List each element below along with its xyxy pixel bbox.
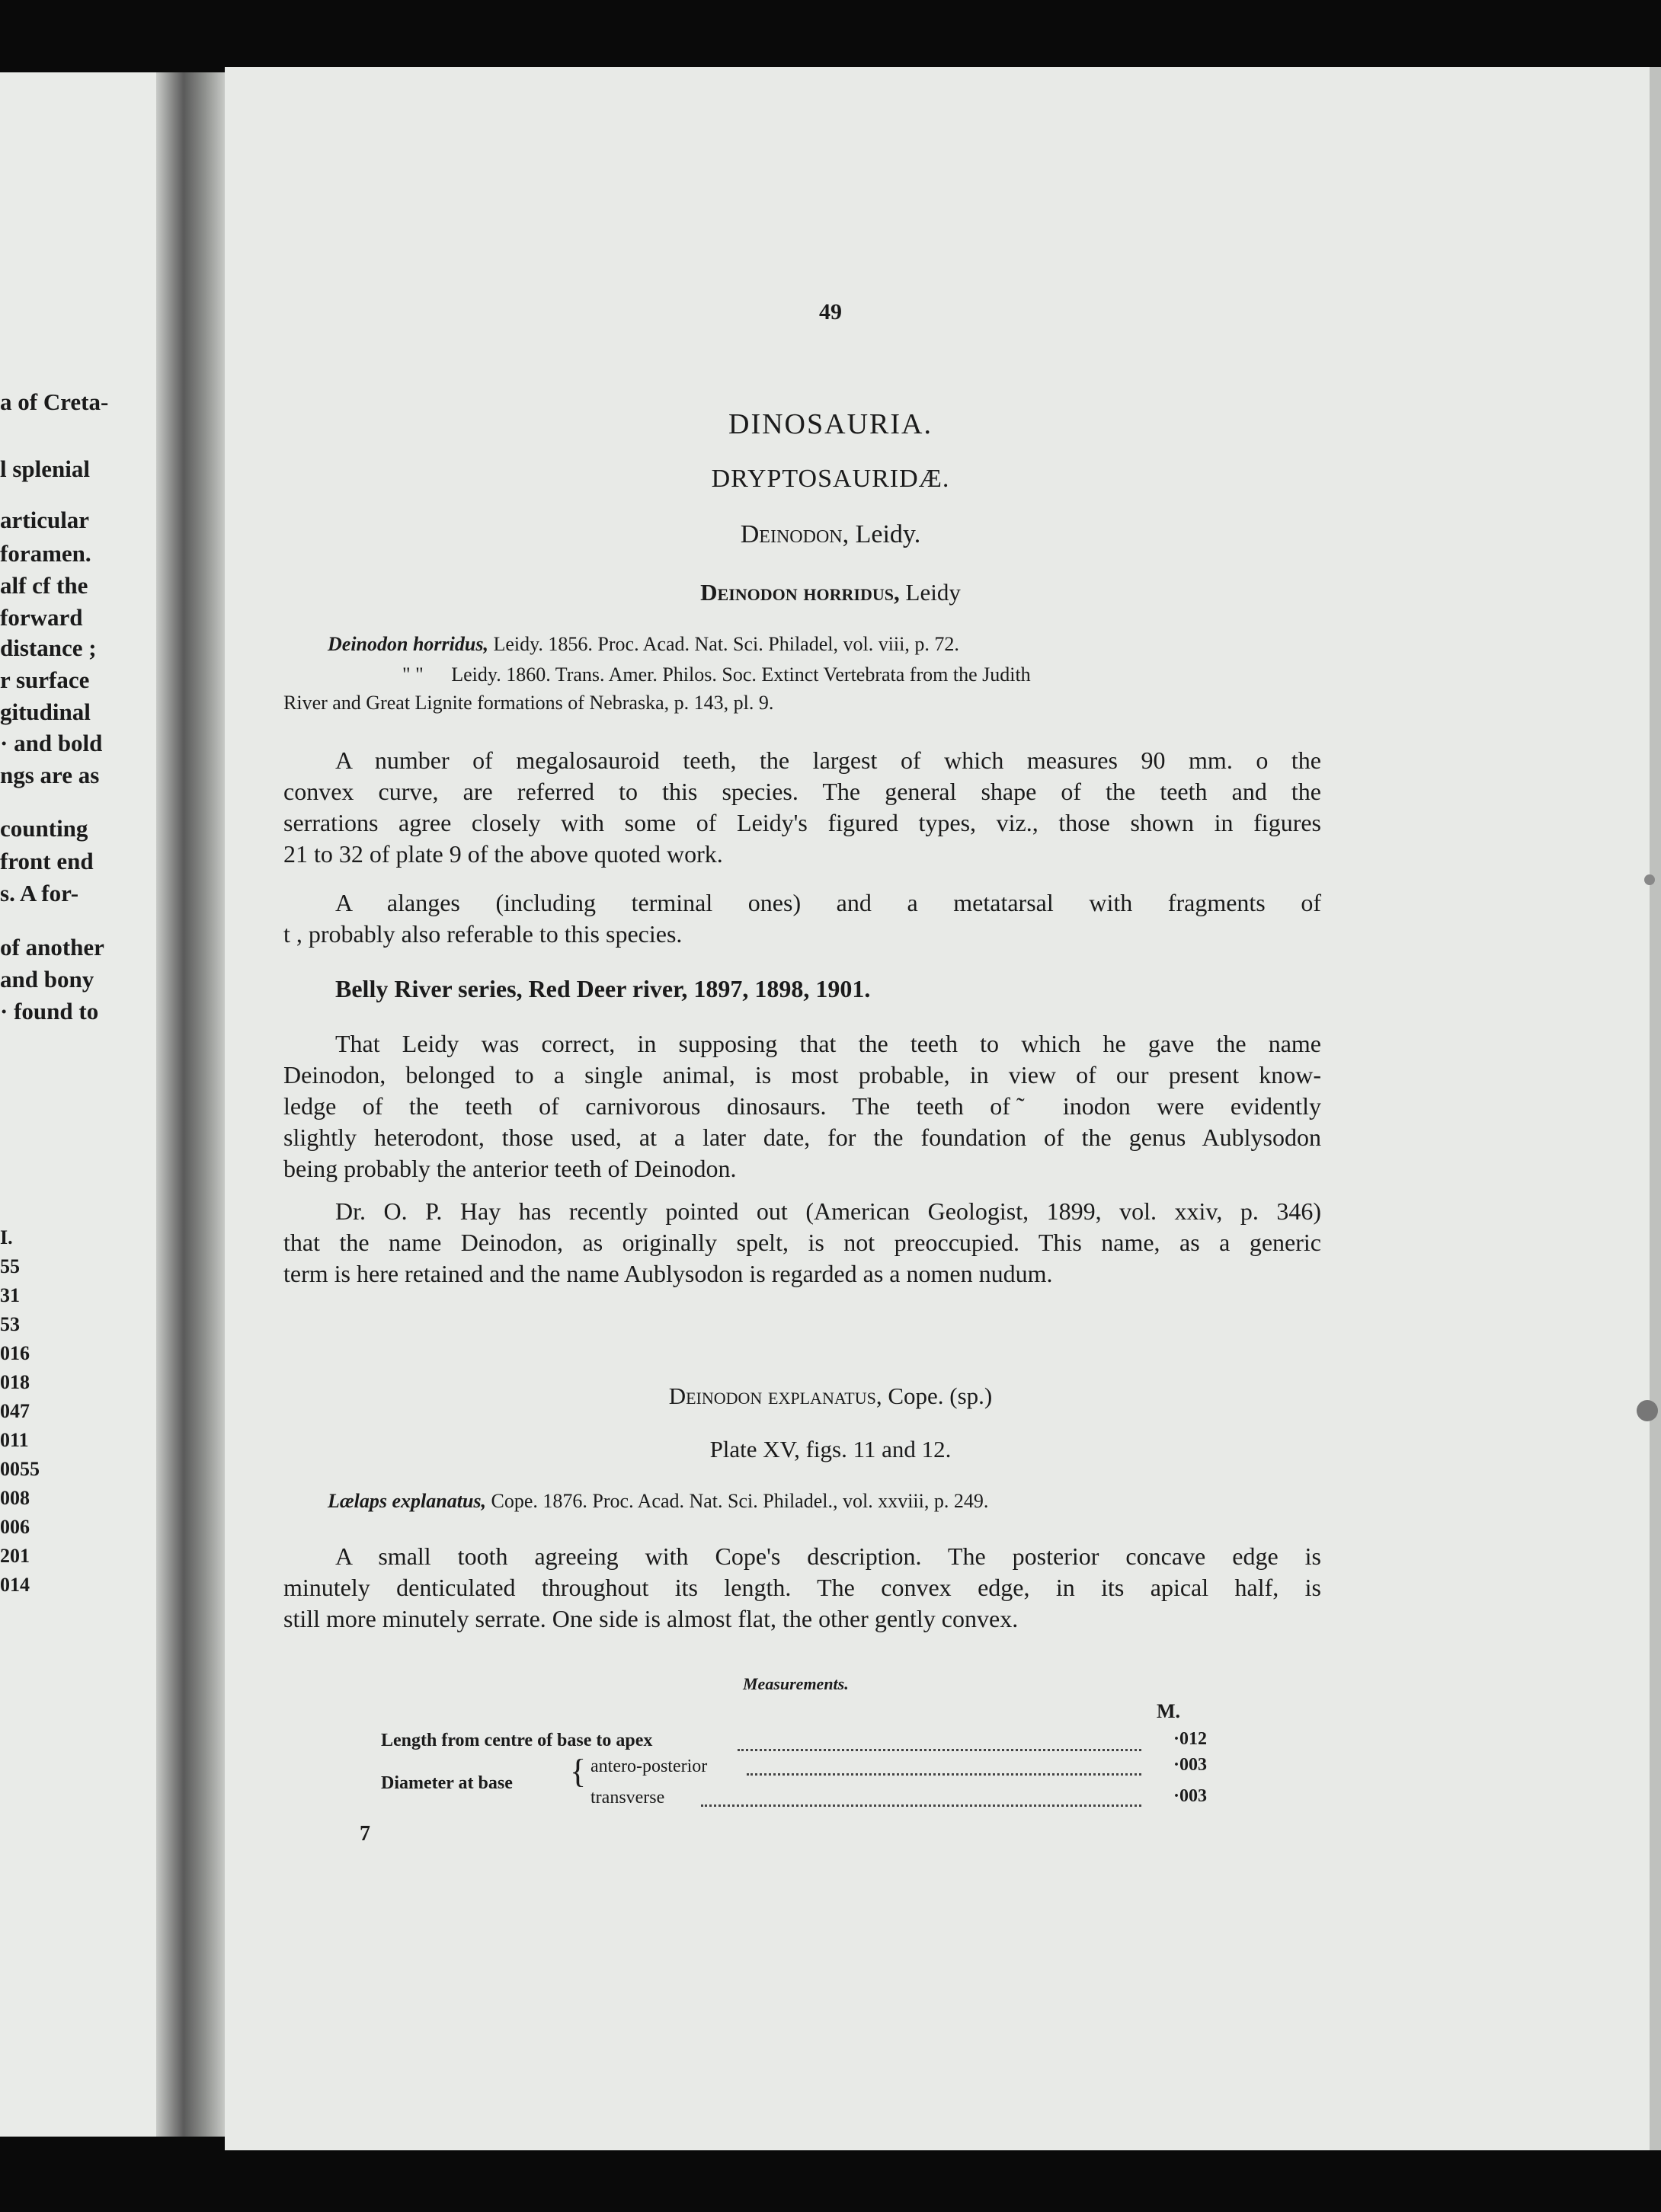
left-page-line: a of Creta- (0, 388, 109, 415)
left-page-line: l splenial (0, 456, 91, 482)
paragraph-line: being probably the anterior teeth of Deinodon. (283, 1155, 737, 1182)
left-page-number: 201 (0, 1545, 30, 1567)
genus-name: Deinodon, (740, 520, 850, 548)
left-page-line: gitudinal (0, 698, 91, 725)
left-page-number: 55 (0, 1255, 20, 1277)
species-heading-1 (0, 579, 1661, 606)
left-page-line: r surface (0, 666, 90, 693)
measurement-value: ·003 (1173, 1786, 1208, 1806)
ditto-marks: " " (402, 663, 424, 686)
measurement-label: transverse (590, 1788, 665, 1808)
left-page-line: counting (0, 815, 88, 842)
left-page-line: · found to (0, 998, 99, 1024)
paragraph-line: Dr. O. P. Hay has recently pointed out (American Geologist, 1899, vol. xxiv, p. 346) (335, 1197, 1321, 1225)
citation-text: Leidy. 1860. Trans. Amer. Philos. Soc. Extinct Vertebrata from the Judith (451, 663, 1031, 686)
paragraph-locality (335, 973, 870, 1004)
left-page-number: I. (0, 1226, 13, 1248)
measurement-label: Length from centre of base to apex (381, 1731, 653, 1750)
page-edge (1650, 67, 1661, 2150)
page-number: 49 (819, 299, 842, 324)
left-page-line: distance ; (0, 635, 97, 661)
paragraph-line: serrations agree closely with some of Leidy's figured types, viz., those shown in figures (283, 809, 1321, 836)
paragraph-line: term is here retained and the name Aublysodon is regarded as a nomen nudum. (283, 1260, 1053, 1287)
left-page-line: · and bold (0, 730, 103, 756)
paragraph-line: A alanges (including terminal ones) and a metatarsal with fragments of (335, 889, 1321, 916)
genus-author: Leidy. (849, 520, 921, 548)
paragraph-line: A small tooth agreeing with Cope's description. The posterior concave edge is (335, 1542, 1321, 1570)
citation-taxon: Lælaps explanatus, (328, 1490, 487, 1512)
left-page-line: s. A for- (0, 880, 79, 906)
paragraph-line: t , probably also referable to this species. (283, 920, 683, 948)
paragraph-line: 21 to 32 of plate 9 of the above quoted work. (283, 840, 723, 868)
paragraph-line: minutely denticulated throughout its length. The convex edge, in its apical half, is (283, 1574, 1321, 1601)
paragraph-line: convex curve, are referred to this species. The general shape of the teeth and the (283, 778, 1321, 805)
edge-blemish (1644, 874, 1655, 885)
leader-dots (747, 1773, 1141, 1776)
left-page-number: 018 (0, 1371, 30, 1393)
left-page-line: forward (0, 604, 83, 631)
paragraph-line: ledge of the teeth of carnivorous dinosaurs. The teeth of ̃ inodon were evidently (283, 1092, 1321, 1120)
book-gutter (156, 72, 225, 2137)
left-page-line: of another (0, 934, 104, 961)
species-author: Leidy (899, 579, 961, 606)
species-author: Cope. (sp.) (882, 1382, 993, 1409)
citation-text: Cope. 1876. Proc. Acad. Nat. Sci. Philadel., vol. xxviii, p. 249. (486, 1490, 989, 1512)
citation-3 (328, 1490, 988, 1513)
paragraph-line: still more minutely serrate. One side is almost flat, the other gently convex. (283, 1605, 1019, 1632)
left-facing-page (0, 72, 183, 2137)
left-page-line: articular (0, 507, 90, 533)
measurement-value: ·003 (1173, 1755, 1208, 1775)
measurements-title: Measurements. (743, 1674, 849, 1693)
measurement-group-label: Diameter at base (381, 1773, 513, 1793)
left-page-number: 011 (0, 1429, 29, 1451)
citation-2-continued: River and Great Lignite formations of Nebraska, p. 143, pl. 9. (283, 692, 774, 714)
left-page-number: 008 (0, 1487, 30, 1509)
left-page-line: front end (0, 848, 94, 874)
left-page-number: 53 (0, 1313, 20, 1335)
left-page-line: ngs are as (0, 762, 100, 788)
citation-taxon: Deinodon horridus, (328, 633, 488, 655)
paragraph-line: Deinodon, belonged to a single animal, is most probable, in view of our present know- (283, 1061, 1321, 1088)
genus-heading (0, 520, 1661, 549)
left-page-number: 047 (0, 1400, 30, 1422)
citation-1 (328, 633, 959, 656)
paragraph-line: that the name Deinodon, as originally spelt, is not preoccupied. This name, as a generic (283, 1229, 1321, 1256)
plate-reference: Plate XV, figs. 11 and 12. (709, 1436, 952, 1462)
unit-header: M. (1157, 1700, 1181, 1722)
left-page-line: alf cf the (0, 572, 88, 599)
leader-dots (701, 1804, 1141, 1807)
order-heading: DINOSAURIA. (728, 408, 933, 440)
measurement-label: antero-posterior (590, 1756, 708, 1776)
measurement-value: ·012 (1173, 1729, 1208, 1749)
left-page-number: 31 (0, 1284, 20, 1306)
species-heading-2 (0, 1382, 1661, 1410)
left-page-line: foramen. (0, 540, 91, 567)
family-heading: DRYPTOSAURIDÆ. (711, 465, 950, 493)
left-page-number: 016 (0, 1342, 30, 1364)
paragraph-line: slightly heterodont, those used, at a later date, for the foundation of the genus Aublysodon (283, 1124, 1321, 1151)
species-name: Deinodon explanatus, (668, 1382, 882, 1409)
paragraph-line: That Leidy was correct, in supposing that the teeth to which he gave the name (335, 1030, 1321, 1057)
brace: { (570, 1753, 587, 1790)
citation-text: Leidy. 1856. Proc. Acad. Nat. Sci. Philadel, vol. viii, p. 72. (488, 633, 959, 655)
locality-text: Belly River series, Red Deer river, 1897, 1898, 1901. (335, 975, 871, 1002)
leader-dots (738, 1749, 1141, 1751)
signature-mark: 7 (360, 1822, 370, 1846)
left-page-line: and bony (0, 966, 94, 993)
left-page-number: 014 (0, 1574, 30, 1596)
species-name: Deinodon horridus, (700, 579, 900, 606)
left-page-number: 0055 (0, 1458, 40, 1480)
paragraph-line: A number of megalosauroid teeth, the largest of which measures 90 mm. o the (335, 746, 1321, 774)
left-page-number: 006 (0, 1516, 30, 1538)
citation-2 (402, 663, 1031, 686)
